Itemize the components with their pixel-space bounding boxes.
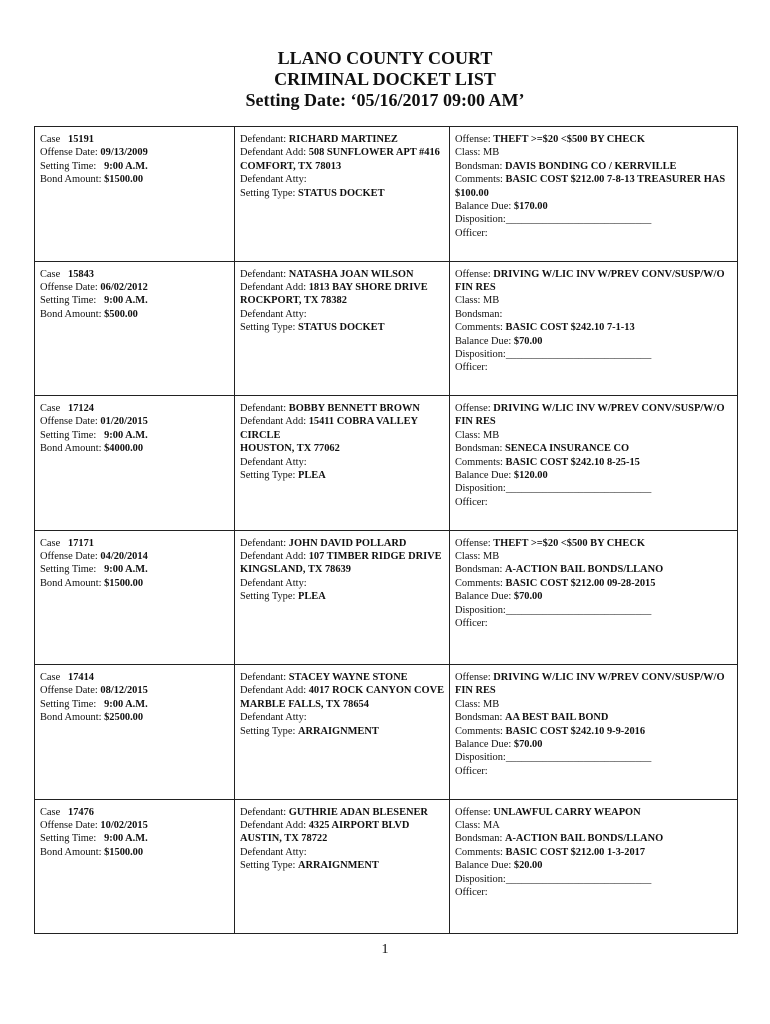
setting-date: Setting Date: ‘05/16/2017 09:00 AM’ bbox=[245, 90, 525, 110]
comments-label: Comments: bbox=[455, 456, 503, 468]
offense-date-label: Offense Date: bbox=[40, 416, 98, 428]
balance-due bbox=[455, 200, 733, 213]
setting-time bbox=[40, 563, 230, 576]
balance-due bbox=[455, 738, 733, 751]
defendant-address-value: 107 TIMBER RIDGE DRIVE bbox=[308, 550, 442, 562]
balance-due-value: $20.00 bbox=[513, 860, 543, 872]
case-info-cell bbox=[35, 799, 235, 934]
offense bbox=[455, 268, 733, 295]
setting-time-label: Setting Time: bbox=[40, 564, 97, 576]
setting-type bbox=[240, 859, 445, 872]
setting-type-value: PLEA bbox=[297, 470, 326, 482]
setting-type-value: STATUS DOCKET bbox=[297, 187, 385, 199]
setting-type bbox=[240, 590, 445, 603]
bondsman-label: Bondsman: bbox=[455, 564, 503, 576]
offense-date-value: 09/13/2009 bbox=[100, 147, 148, 159]
defendant-cell bbox=[235, 799, 450, 934]
defendant-cell bbox=[235, 665, 450, 800]
setting-type bbox=[240, 725, 445, 738]
disposition-blank: ____________________________ bbox=[505, 348, 652, 360]
case-info-cell bbox=[35, 127, 235, 262]
offense-class bbox=[455, 429, 733, 442]
offense-value: DRIVING W/LIC INV W/PREV CONV/SUSP/W/O FIN RES bbox=[455, 403, 725, 428]
docket-row bbox=[35, 530, 738, 665]
docket-row bbox=[35, 396, 738, 531]
defendant-name-value: STACEY WAYNE STONE bbox=[288, 672, 408, 683]
offense-cell bbox=[450, 799, 738, 934]
offense bbox=[455, 671, 733, 698]
offense-value: THEFT >=$20 <$500 BY CHECK bbox=[493, 134, 645, 145]
case-number-label: Case bbox=[40, 403, 61, 414]
case-number bbox=[40, 806, 230, 819]
defendant-address-value: 15411 COBRA VALLEY CIRCLE bbox=[240, 416, 418, 441]
offense-label: Offense: bbox=[455, 806, 491, 818]
offense-class bbox=[455, 550, 733, 563]
officer bbox=[455, 886, 733, 899]
case-number-label: Case bbox=[40, 806, 61, 818]
balance-due-value: $120.00 bbox=[513, 470, 548, 482]
offense-date bbox=[40, 684, 230, 697]
comments bbox=[455, 456, 733, 469]
bond-amount-label: Bond Amount: bbox=[40, 846, 102, 858]
offense-label: Offense: bbox=[455, 672, 491, 683]
disposition-label: Disposition: bbox=[455, 214, 506, 226]
disposition bbox=[455, 751, 733, 764]
defendant-address-value: 508 SUNFLOWER APT #416 bbox=[308, 147, 440, 159]
defendant-address bbox=[240, 819, 445, 832]
balance-due-value: $70.00 bbox=[513, 739, 543, 751]
comments bbox=[455, 725, 733, 738]
bondsman bbox=[455, 832, 733, 845]
offense-class-label: Class: bbox=[455, 819, 481, 831]
offense-date bbox=[40, 146, 230, 159]
bond-amount bbox=[40, 308, 230, 321]
bond-amount-value: $2500.00 bbox=[104, 712, 144, 724]
case-info-cell bbox=[35, 396, 235, 531]
offense bbox=[455, 402, 733, 429]
setting-time-label: Setting Time: bbox=[40, 295, 97, 307]
bond-amount-label: Bond Amount: bbox=[40, 174, 102, 186]
case-number-value: 15191 bbox=[68, 134, 94, 145]
bond-amount bbox=[40, 711, 230, 724]
case-number-label: Case bbox=[40, 672, 61, 683]
officer bbox=[455, 617, 733, 630]
defendant-city: COMFORT, TX 78013 bbox=[240, 160, 342, 172]
comments-value: BASIC COST $212.00 1-3-2017 bbox=[505, 846, 646, 858]
defendant-name-value: NATASHA JOAN WILSON bbox=[288, 268, 414, 280]
defendant-city: AUSTIN, TX 78722 bbox=[240, 833, 328, 845]
bondsman-label: Bondsman: bbox=[455, 308, 503, 320]
disposition-blank: ____________________________ bbox=[505, 483, 652, 495]
docket-title: CRIMINAL DOCKET LIST bbox=[274, 69, 496, 89]
offense-class bbox=[455, 294, 733, 307]
offense-date-value: 06/02/2012 bbox=[100, 281, 148, 293]
disposition bbox=[455, 482, 733, 495]
defendant-address bbox=[240, 415, 445, 442]
disposition-label: Disposition: bbox=[455, 873, 506, 885]
offense-date-value: 04/20/2014 bbox=[100, 550, 148, 562]
docket-row bbox=[35, 665, 738, 800]
court-name: LLANO COUNTY COURT bbox=[277, 48, 493, 68]
officer-label: Officer: bbox=[455, 362, 488, 374]
setting-time-label: Setting Time: bbox=[40, 429, 97, 441]
defendant-cell bbox=[235, 261, 450, 396]
bond-amount-label: Bond Amount: bbox=[40, 712, 102, 724]
disposition-blank: ____________________________ bbox=[505, 214, 652, 226]
defendant-name-value: BOBBY BENNETT BROWN bbox=[288, 403, 420, 414]
document-title bbox=[0, 48, 770, 111]
offense bbox=[455, 133, 733, 146]
defendant-atty bbox=[240, 577, 445, 590]
offense-cell bbox=[450, 127, 738, 262]
balance-due-label: Balance Due: bbox=[455, 591, 512, 603]
defendant-atty-label: Defendant Atty: bbox=[240, 846, 307, 858]
offense bbox=[455, 537, 733, 550]
setting-type-label: Setting Type: bbox=[240, 591, 296, 603]
defendant-cell bbox=[235, 530, 450, 665]
balance-due-label: Balance Due: bbox=[455, 860, 512, 872]
defendant-atty bbox=[240, 711, 445, 724]
balance-due-value: $70.00 bbox=[513, 335, 543, 347]
defendant-address-label: Defendant Add: bbox=[240, 416, 307, 428]
setting-time-value: 9:00 A.M. bbox=[104, 160, 148, 172]
defendant-name-value: GUTHRIE ADAN BLESENER bbox=[288, 806, 428, 818]
defendant-address-label: Defendant Add: bbox=[240, 281, 307, 293]
setting-type-value: ARRAIGNMENT bbox=[297, 860, 379, 872]
offense-date-label: Offense Date: bbox=[40, 819, 98, 831]
officer bbox=[455, 765, 733, 778]
bond-amount-label: Bond Amount: bbox=[40, 443, 102, 455]
setting-time-label: Setting Time: bbox=[40, 160, 97, 172]
bond-amount-value: $1500.00 bbox=[104, 577, 144, 589]
comments-label: Comments: bbox=[455, 725, 503, 737]
disposition bbox=[455, 213, 733, 226]
offense-class-value: MB bbox=[483, 429, 500, 441]
bondsman-label: Bondsman: bbox=[455, 160, 503, 172]
offense-class-value: MB bbox=[483, 550, 500, 562]
setting-time-value: 9:00 A.M. bbox=[104, 833, 148, 845]
docket-row bbox=[35, 127, 738, 262]
defendant-address-value: 4017 ROCK CANYON COVE bbox=[308, 685, 445, 697]
docket-row bbox=[35, 799, 738, 934]
setting-time-value: 9:00 A.M. bbox=[104, 429, 148, 441]
balance-due-label: Balance Due: bbox=[455, 201, 512, 213]
comments-value: BASIC COST $242.10 9-9-2016 bbox=[505, 725, 646, 737]
defendant-atty-label: Defendant Atty: bbox=[240, 174, 307, 186]
defendant-atty bbox=[240, 308, 445, 321]
bond-amount bbox=[40, 173, 230, 186]
officer-label: Officer: bbox=[455, 227, 488, 239]
case-number-label: Case bbox=[40, 537, 61, 549]
offense-date bbox=[40, 819, 230, 832]
disposition bbox=[455, 348, 733, 361]
defendant-atty-label: Defendant Atty: bbox=[240, 712, 307, 724]
defendant-name bbox=[240, 671, 445, 684]
defendant-address bbox=[240, 684, 445, 697]
offense-value: DRIVING W/LIC INV W/PREV CONV/SUSP/W/O FIN RES bbox=[455, 268, 725, 293]
setting-time-value: 9:00 A.M. bbox=[104, 564, 148, 576]
defendant-atty-label: Defendant Atty: bbox=[240, 308, 307, 320]
defendant-city: KINGSLAND, TX 78639 bbox=[240, 564, 351, 576]
case-number-value: 17476 bbox=[68, 806, 94, 818]
offense-class-label: Class: bbox=[455, 295, 481, 307]
officer-label: Officer: bbox=[455, 765, 488, 777]
offense-date-label: Offense Date: bbox=[40, 281, 98, 293]
offense-date-label: Offense Date: bbox=[40, 147, 98, 159]
case-number bbox=[40, 537, 230, 550]
bond-amount-value: $4000.00 bbox=[104, 443, 144, 455]
bond-amount-value: $500.00 bbox=[104, 308, 138, 320]
bondsman-value: AA BEST BAIL BOND bbox=[504, 712, 609, 724]
defendant-cell bbox=[235, 127, 450, 262]
defendant-atty-label: Defendant Atty: bbox=[240, 456, 307, 468]
offense-class-value: MA bbox=[483, 819, 500, 831]
comments-value: BASIC COST $242.10 8-25-15 bbox=[505, 456, 640, 468]
offense bbox=[455, 806, 733, 819]
defendant-name-label: Defendant: bbox=[240, 268, 287, 280]
comments bbox=[455, 846, 733, 859]
bondsman-label: Bondsman: bbox=[455, 833, 503, 845]
case-number-label: Case bbox=[40, 134, 61, 145]
officer bbox=[455, 361, 733, 374]
comments-value: BASIC COST $212.00 7-8-13 TREASURER HAS $100.00 bbox=[455, 174, 726, 199]
case-number-value: 17124 bbox=[68, 403, 94, 414]
offense-date-label: Offense Date: bbox=[40, 685, 98, 697]
defendant-cell bbox=[235, 396, 450, 531]
disposition-label: Disposition: bbox=[455, 604, 506, 616]
defendant-address-label: Defendant Add: bbox=[240, 819, 307, 831]
balance-due bbox=[455, 335, 733, 348]
setting-time-value: 9:00 A.M. bbox=[104, 698, 148, 710]
disposition-label: Disposition: bbox=[455, 483, 506, 495]
bondsman-value: DAVIS BONDING CO / KERRVILLE bbox=[504, 160, 677, 172]
setting-type-value: ARRAIGNMENT bbox=[297, 725, 379, 737]
setting-type-label: Setting Type: bbox=[240, 860, 296, 872]
balance-due bbox=[455, 590, 733, 603]
defendant-atty bbox=[240, 456, 445, 469]
offense-label: Offense: bbox=[455, 537, 491, 549]
offense-class-value: MB bbox=[483, 698, 500, 710]
bondsman-label: Bondsman: bbox=[455, 712, 503, 724]
offense-class-label: Class: bbox=[455, 147, 481, 159]
balance-due-value: $70.00 bbox=[513, 591, 543, 603]
setting-time-label: Setting Time: bbox=[40, 698, 97, 710]
defendant-address bbox=[240, 281, 445, 294]
setting-time-label: Setting Time: bbox=[40, 833, 97, 845]
bond-amount-value: $1500.00 bbox=[104, 846, 144, 858]
setting-type bbox=[240, 321, 445, 334]
comments bbox=[455, 321, 733, 334]
disposition-blank: ____________________________ bbox=[505, 873, 652, 885]
offense-cell bbox=[450, 530, 738, 665]
balance-due-label: Balance Due: bbox=[455, 739, 512, 751]
setting-type-label: Setting Type: bbox=[240, 187, 296, 199]
offense-date bbox=[40, 550, 230, 563]
setting-time bbox=[40, 832, 230, 845]
balance-due bbox=[455, 469, 733, 482]
defendant-name bbox=[240, 402, 445, 415]
disposition bbox=[455, 604, 733, 617]
disposition bbox=[455, 873, 733, 886]
case-number-value: 17414 bbox=[68, 672, 94, 683]
case-number bbox=[40, 402, 230, 415]
offense-value: UNLAWFUL CARRY WEAPON bbox=[493, 806, 641, 818]
defendant-address bbox=[240, 146, 445, 159]
defendant-name-value: RICHARD MARTINEZ bbox=[288, 134, 398, 145]
defendant-city: ROCKPORT, TX 78382 bbox=[240, 295, 347, 307]
case-number bbox=[40, 268, 230, 281]
offense-date-value: 08/12/2015 bbox=[100, 685, 148, 697]
offense-date bbox=[40, 415, 230, 428]
offense-class-label: Class: bbox=[455, 550, 481, 562]
defendant-name bbox=[240, 806, 445, 819]
offense-label: Offense: bbox=[455, 268, 491, 280]
case-info-cell bbox=[35, 261, 235, 396]
offense-class-label: Class: bbox=[455, 698, 481, 710]
setting-type-label: Setting Type: bbox=[240, 470, 296, 482]
defendant-name-label: Defendant: bbox=[240, 134, 287, 145]
disposition-label: Disposition: bbox=[455, 752, 506, 764]
case-info-cell bbox=[35, 665, 235, 800]
balance-due bbox=[455, 859, 733, 872]
offense-date bbox=[40, 281, 230, 294]
bond-amount-label: Bond Amount: bbox=[40, 308, 102, 320]
comments bbox=[455, 577, 733, 590]
offense-date-value: 01/20/2015 bbox=[100, 416, 148, 428]
disposition-label: Disposition: bbox=[455, 348, 506, 360]
defendant-address bbox=[240, 550, 445, 563]
docket-row bbox=[35, 261, 738, 396]
defendant-address-label: Defendant Add: bbox=[240, 550, 307, 562]
comments bbox=[455, 173, 733, 200]
defendant-name-label: Defendant: bbox=[240, 806, 287, 818]
defendant-atty bbox=[240, 846, 445, 859]
bondsman bbox=[455, 160, 733, 173]
disposition-blank: ____________________________ bbox=[505, 604, 652, 616]
defendant-address-label: Defendant Add: bbox=[240, 147, 307, 159]
docket-table bbox=[34, 126, 738, 934]
case-number-value: 17171 bbox=[68, 537, 94, 549]
officer-label: Officer: bbox=[455, 886, 488, 898]
offense-label: Offense: bbox=[455, 403, 491, 414]
officer-label: Officer: bbox=[455, 496, 488, 508]
offense-cell bbox=[450, 665, 738, 800]
setting-time bbox=[40, 429, 230, 442]
defendant-atty bbox=[240, 173, 445, 186]
comments-label: Comments: bbox=[455, 174, 503, 186]
setting-time bbox=[40, 160, 230, 173]
offense-class bbox=[455, 146, 733, 159]
officer-label: Officer: bbox=[455, 617, 488, 629]
bond-amount-label: Bond Amount: bbox=[40, 577, 102, 589]
defendant-name-label: Defendant: bbox=[240, 672, 287, 683]
comments-label: Comments: bbox=[455, 846, 503, 858]
defendant-atty-label: Defendant Atty: bbox=[240, 577, 307, 589]
case-number-value: 15843 bbox=[68, 268, 94, 280]
bond-amount bbox=[40, 846, 230, 859]
defendant-name bbox=[240, 133, 445, 146]
offense-class bbox=[455, 819, 733, 832]
case-info-cell bbox=[35, 530, 235, 665]
offense-value: DRIVING W/LIC INV W/PREV CONV/SUSP/W/O FIN RES bbox=[455, 672, 725, 697]
defendant-name-label: Defendant: bbox=[240, 403, 287, 414]
comments-label: Comments: bbox=[455, 322, 503, 334]
disposition-blank: ____________________________ bbox=[505, 752, 652, 764]
offense-class-value: MB bbox=[483, 147, 500, 159]
comments-value: BASIC COST $242.10 7-1-13 bbox=[505, 322, 635, 334]
bondsman bbox=[455, 711, 733, 724]
setting-time-value: 9:00 A.M. bbox=[104, 295, 148, 307]
bondsman-value: A-ACTION BAIL BONDS/LLANO bbox=[504, 564, 664, 576]
defendant-city: MARBLE FALLS, TX 78654 bbox=[240, 698, 369, 710]
offense-date-label: Offense Date: bbox=[40, 550, 98, 562]
comments-value: BASIC COST $212.00 09-28-2015 bbox=[505, 577, 656, 589]
offense-class bbox=[455, 698, 733, 711]
defendant-address-label: Defendant Add: bbox=[240, 685, 307, 697]
defendant-name-label: Defendant: bbox=[240, 537, 287, 549]
offense-cell bbox=[450, 396, 738, 531]
case-number-label: Case bbox=[40, 268, 61, 280]
defendant-city: HOUSTON, TX 77062 bbox=[240, 443, 340, 455]
offense-date-value: 10/02/2015 bbox=[100, 819, 148, 831]
bondsman bbox=[455, 308, 733, 321]
defendant-name bbox=[240, 268, 445, 281]
offense-cell bbox=[450, 261, 738, 396]
defendant-name bbox=[240, 537, 445, 550]
offense-value: THEFT >=$20 <$500 BY CHECK bbox=[493, 537, 645, 549]
setting-type bbox=[240, 187, 445, 200]
setting-type-value: STATUS DOCKET bbox=[297, 322, 385, 334]
offense-class-label: Class: bbox=[455, 429, 481, 441]
offense-label: Offense: bbox=[455, 134, 491, 145]
setting-time bbox=[40, 294, 230, 307]
setting-time bbox=[40, 698, 230, 711]
bondsman-label: Bondsman: bbox=[455, 443, 503, 455]
bond-amount bbox=[40, 442, 230, 455]
officer bbox=[455, 227, 733, 240]
case-number bbox=[40, 133, 230, 146]
balance-due-label: Balance Due: bbox=[455, 470, 512, 482]
offense-class-value: MB bbox=[483, 295, 500, 307]
bond-amount bbox=[40, 577, 230, 590]
page-number: 1 bbox=[381, 942, 389, 957]
bondsman-value: A-ACTION BAIL BONDS/LLANO bbox=[504, 833, 664, 845]
officer bbox=[455, 496, 733, 509]
comments-label: Comments: bbox=[455, 577, 503, 589]
setting-type bbox=[240, 469, 445, 482]
setting-type-value: PLEA bbox=[297, 591, 326, 603]
balance-due-label: Balance Due: bbox=[455, 335, 512, 347]
case-number bbox=[40, 671, 230, 684]
defendant-address-value: 1813 BAY SHORE DRIVE bbox=[308, 281, 428, 293]
bondsman-value: SENECA INSURANCE CO bbox=[504, 443, 630, 455]
balance-due-value: $170.00 bbox=[513, 201, 548, 213]
bond-amount-value: $1500.00 bbox=[104, 174, 144, 186]
bondsman bbox=[455, 563, 733, 576]
defendant-address-value: 4325 AIRPORT BLVD bbox=[308, 819, 410, 831]
defendant-name-value: JOHN DAVID POLLARD bbox=[288, 537, 407, 549]
setting-type-label: Setting Type: bbox=[240, 725, 296, 737]
bondsman bbox=[455, 442, 733, 455]
setting-type-label: Setting Type: bbox=[240, 322, 296, 334]
